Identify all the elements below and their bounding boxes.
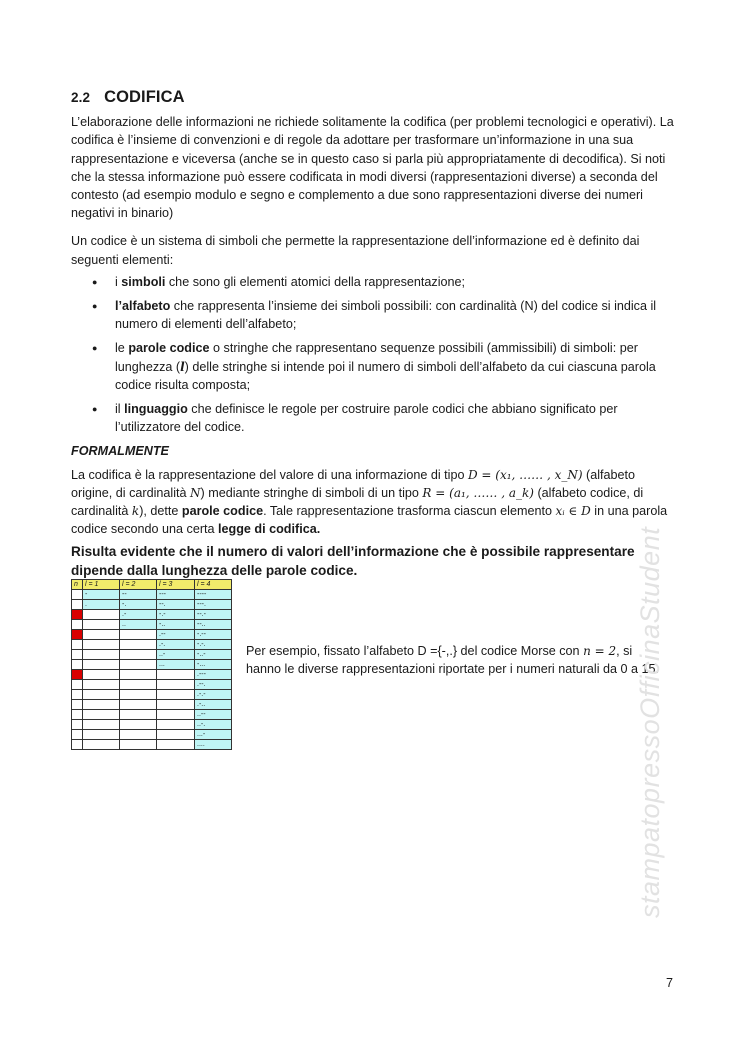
- morse-index-cell: [72, 720, 83, 730]
- morse-cell: [120, 720, 157, 730]
- formal-paragraph: La codifica è la rappresentazione del valore di una informazione di tipo D = (x₁, …… , x_N) (alfabeto origine, di cardinalità N) mediante stringhe di simboli di un tipo R = (a₁, …… , a_k) (alfabeto codice, di cardinalità k), dette parole codice. Tale rappresentazione trasforma ciascun elemento xᵢ ∈ D in una parola codice secondo una certa legge di codifica.: [71, 467, 668, 537]
- morse-cell: .-.: [157, 640, 195, 650]
- header-l2: l = 2: [120, 580, 157, 590]
- header-l4: l = 4: [195, 580, 232, 590]
- morse-cell: ...: [157, 660, 195, 670]
- morse-cell: -...: [195, 660, 232, 670]
- morse-cell: .: [83, 600, 120, 610]
- morse-index-cell: [72, 600, 83, 610]
- morse-cell: [120, 690, 157, 700]
- morse-cell: ..: [120, 620, 157, 630]
- morse-cell: [83, 730, 120, 740]
- morse-cell: .-..: [195, 700, 232, 710]
- morse-row: [72, 620, 232, 630]
- morse-row: [72, 700, 232, 710]
- section-heading: [71, 88, 675, 107]
- morse-cell: ...-: [195, 730, 232, 740]
- morse-cell: [120, 740, 157, 750]
- morse-table-figure: [71, 579, 234, 750]
- morse-index-cell: [72, 740, 83, 750]
- term-linguaggio: linguaggio: [124, 402, 188, 417]
- morse-index-cell: [72, 620, 83, 630]
- morse-cell: [83, 700, 120, 710]
- morse-cell: --.: [157, 600, 195, 610]
- morse-cell: ..--: [195, 710, 232, 720]
- morse-cell: ---: [157, 590, 195, 600]
- morse-row: [72, 690, 232, 700]
- morse-cell: [83, 610, 120, 620]
- morse-cell: [120, 660, 157, 670]
- morse-cell: .---: [195, 670, 232, 680]
- morse-cell: -.-.: [195, 640, 232, 650]
- morse-cell: [83, 620, 120, 630]
- morse-cell: [83, 720, 120, 730]
- morse-header-row: [72, 580, 232, 590]
- morse-row: [72, 590, 232, 600]
- morse-row: [72, 630, 232, 640]
- morse-cell: .-.-: [195, 690, 232, 700]
- morse-cell: -..-: [195, 650, 232, 660]
- morse-cell: [120, 680, 157, 690]
- term-parole-codice: parole codice: [128, 341, 210, 356]
- morse-cell: --..: [195, 620, 232, 630]
- morse-row: [72, 610, 232, 620]
- morse-index-cell: [72, 710, 83, 720]
- morse-index-cell: [72, 640, 83, 650]
- header-l1: l = 1: [83, 580, 120, 590]
- morse-row: [72, 650, 232, 660]
- math-d: D = (x₁, …… , x_N): [467, 467, 583, 482]
- morse-row: [72, 710, 232, 720]
- morse-cell: --: [120, 590, 157, 600]
- morse-cell: [83, 660, 120, 670]
- morse-cell: [83, 710, 120, 720]
- morse-marker-cell: [72, 610, 83, 620]
- morse-row: [72, 670, 232, 680]
- morse-cell: .-: [120, 610, 157, 620]
- morse-cell: [83, 680, 120, 690]
- morse-cell: [120, 710, 157, 720]
- key-statement: Risulta evidente che il numero di valori dell’informazione che è possibile rappresentare dipende dalla lunghezza delle parole codice.: [71, 544, 635, 579]
- morse-cell: [83, 690, 120, 700]
- term-alfabeto: l’alfabeto: [115, 299, 171, 314]
- morse-cell: .--: [157, 630, 195, 640]
- morse-cell: [83, 630, 120, 640]
- morse-row: [72, 740, 232, 750]
- page-number: 7: [666, 976, 674, 990]
- list-item-alfabeto: ● l’alfabeto che rappresenta l’insieme dei simboli possibili: con cardinalità (N) del codice si indica il numero di elementi dell’alfabeto;: [115, 297, 675, 333]
- morse-cell: [83, 640, 120, 650]
- math-l: l: [180, 359, 185, 374]
- morse-cell: ..-: [157, 650, 195, 660]
- morse-marker-cell: [72, 670, 83, 680]
- morse-row: [72, 660, 232, 670]
- list-item-linguaggio: ● il linguaggio che definisce le regole per costruire parole codici che abbiano significato per l’utilizzatore del codice.: [115, 400, 675, 436]
- formalmente-heading: FORMALMENTE: [71, 444, 169, 459]
- morse-cell: [157, 710, 195, 720]
- morse-row: [72, 730, 232, 740]
- morse-cell: [157, 690, 195, 700]
- term-simboli: simboli: [121, 274, 166, 289]
- morse-cell: --.-: [195, 610, 232, 620]
- morse-cell: [157, 720, 195, 730]
- code-definition-paragraph: Un codice è un sistema di simboli che permette la rappresentazione dell’informazione ed è definito dai seguenti elementi:: [71, 234, 640, 267]
- morse-cell: ..-.: [195, 720, 232, 730]
- morse-cell: -: [83, 590, 120, 600]
- morse-cell: [83, 740, 120, 750]
- watermark: stampatopressoOfficinaStudent: [635, 526, 665, 918]
- morse-cell: [83, 670, 120, 680]
- morse-index-cell: [72, 680, 83, 690]
- morse-cell: [120, 650, 157, 660]
- morse-marker-cell: [72, 630, 83, 640]
- morse-cell: [120, 670, 157, 680]
- morse-cell: [157, 670, 195, 680]
- list-item-simboli: ● i simboli che sono gli elementi atomici della rappresentazione;: [115, 273, 675, 291]
- section-number: 2.2: [71, 90, 91, 105]
- list-item-parole-codice: ● le parole codice o stringhe che rappresentano sequenze possibili (ammissibili) di simboli: per lunghezza (l) delle stringhe si intende poi il numero di simboli dell’alfabeto da cui ciascuna parola codice risulta composta;: [115, 339, 675, 394]
- code-elements-list: [71, 273, 675, 437]
- term-legge-codifica: legge di codifica.: [218, 522, 321, 537]
- morse-row: [72, 640, 232, 650]
- morse-cell: [83, 650, 120, 660]
- morse-cell: [157, 680, 195, 690]
- morse-cell: ----: [195, 590, 232, 600]
- morse-example-paragraph: Per esempio, fissato l’alfabeto D ={-,.} del codice Morse con n = 2, si hanno le diverse rappresentazioni riportate per i numeri naturali da 0 a 15.: [246, 644, 660, 677]
- math-r: R = (a₁, …… , a_k): [422, 485, 534, 500]
- morse-cell: -.--: [195, 630, 232, 640]
- math-xi: xᵢ ∈ D: [555, 504, 591, 519]
- morse-row: [72, 720, 232, 730]
- math-n: N: [190, 485, 201, 500]
- morse-index-cell: [72, 590, 83, 600]
- morse-cell: [157, 700, 195, 710]
- morse-index-cell: [72, 690, 83, 700]
- morse-cell: ---.: [195, 600, 232, 610]
- morse-cell: [120, 630, 157, 640]
- morse-cell: [157, 740, 195, 750]
- header-n: n: [72, 580, 83, 590]
- morse-index-cell: [72, 730, 83, 740]
- math-n-eq-2: n = 2: [583, 644, 617, 658]
- header-l3: l = 3: [157, 580, 195, 590]
- morse-cell: .--.: [195, 680, 232, 690]
- term-parole-codice-2: parole codice: [181, 504, 264, 519]
- morse-cell: -.-: [157, 610, 195, 620]
- page-content: [71, 88, 675, 580]
- morse-cell: -..: [157, 620, 195, 630]
- morse-cell: [120, 700, 157, 710]
- morse-index-cell: [72, 700, 83, 710]
- morse-cell: -.: [120, 600, 157, 610]
- morse-table: [71, 579, 232, 750]
- morse-index-cell: [72, 650, 83, 660]
- morse-cell: [157, 730, 195, 740]
- section-title: CODIFICA: [104, 88, 185, 106]
- morse-cell: [120, 730, 157, 740]
- intro-paragraph: L’elaborazione delle informazioni ne richiede solitamente la codifica (per problemi tecnologici e operativi). La codifica è l’insieme di convenzioni e di regole da adottare per trasformare un’informazione in una sua rappresentazione e viceversa (anche se in questo caso si parla più appropriatamente di decodifica). Si noti che la stessa informazione può essere codificata in modi diversi (rappresentazioni diverse) a seconda del contesto (ad esempio modulo e segno e complemento a due sono rappresentazioni diverse dei numeri negativi in binario): [71, 115, 674, 221]
- morse-cell: ....: [195, 740, 232, 750]
- morse-cell: [120, 640, 157, 650]
- morse-index-cell: [72, 660, 83, 670]
- math-k: k: [131, 504, 140, 519]
- morse-row: [72, 680, 232, 690]
- morse-row: [72, 600, 232, 610]
